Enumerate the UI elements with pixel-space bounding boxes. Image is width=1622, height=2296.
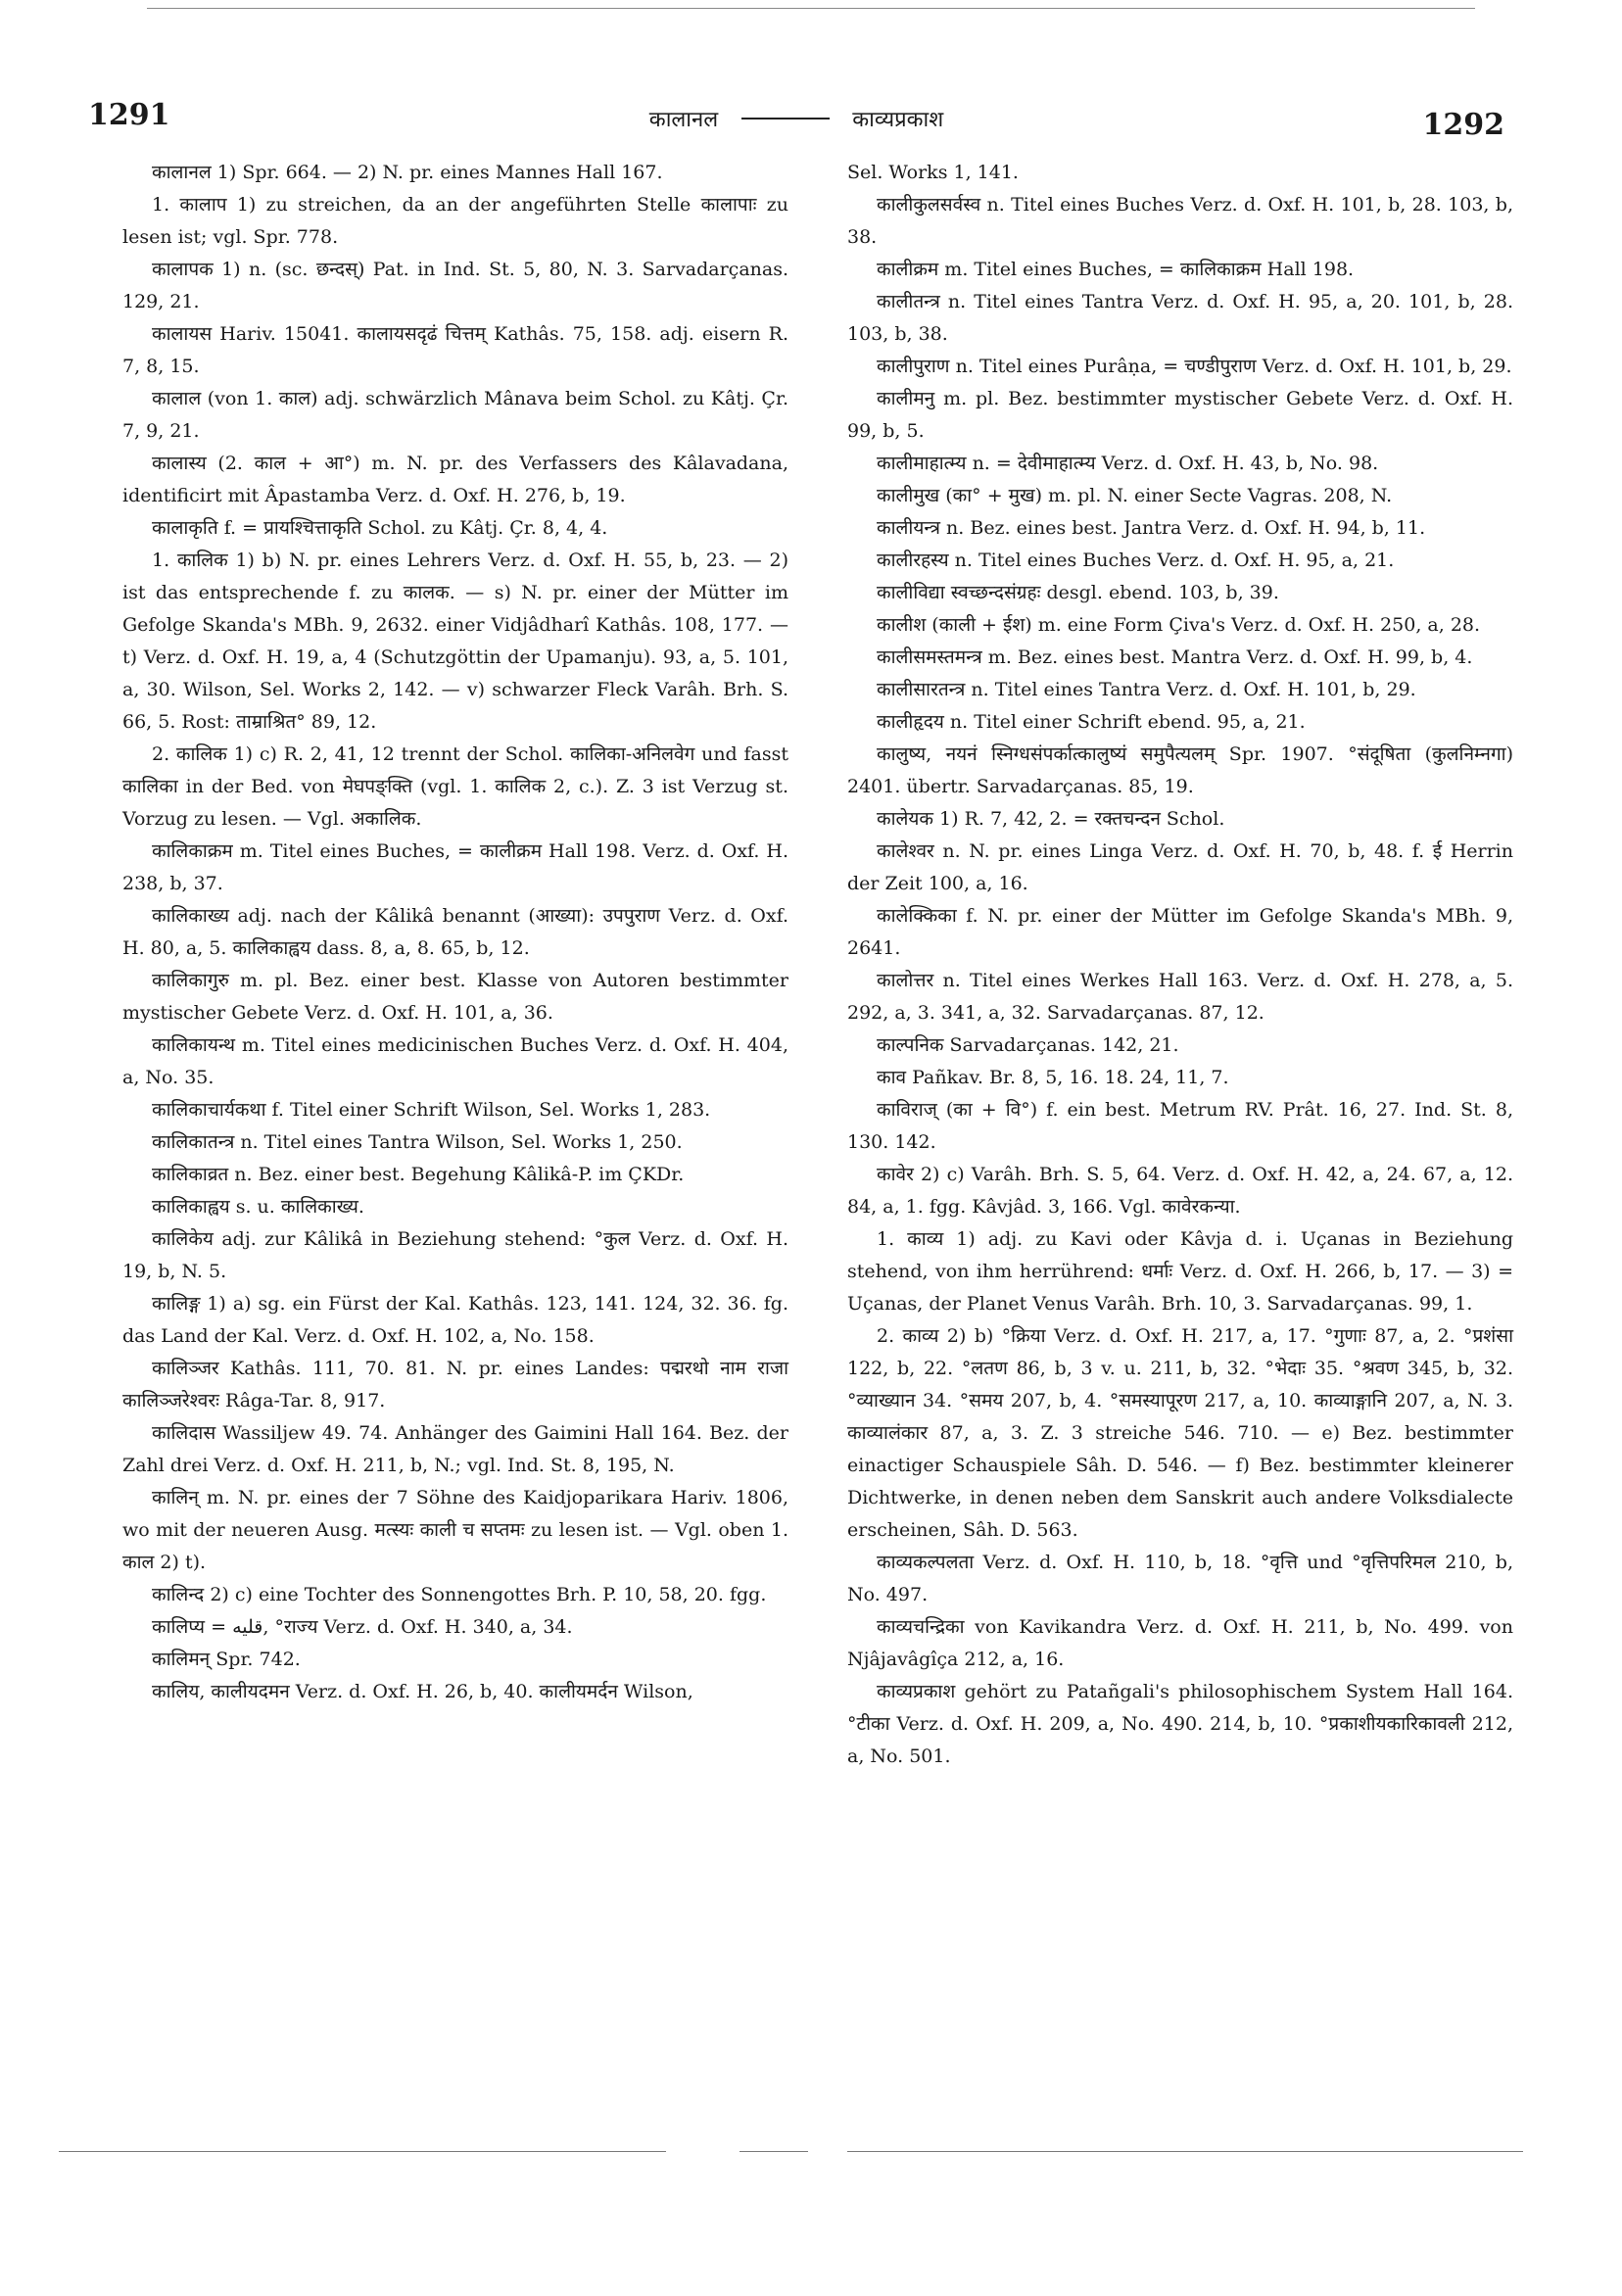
dictionary-entry: कालिकेय adj. zur Kâlikâ in Beziehung stehend: °कुल Verz. d. Oxf. H. 19, b, N. 5. (122, 1228, 788, 1282)
dictionary-entry: कालीयन्त्र n. Bez. eines best. Jantra Verz. d. Oxf. H. 94, b, 11. (877, 517, 1426, 539)
dictionary-entry: कालिन्द 2) c) eine Tochter des Sonnengottes Brh. P. 10, 58, 20. fgg. (152, 1584, 767, 1605)
dictionary-entry: कालास्य (2. काल + आ°) m. N. pr. des Verfassers des Kâlavadana, identificirt mit Âpastamba Verz. d. Oxf. H. 276, b, 19. (122, 453, 788, 506)
dictionary-entry: कालिप्य = قليه, °राज्य Verz. d. Oxf. H. 340, a, 34. (152, 1616, 573, 1638)
dictionary-entry: कालेक्किका f. N. pr. einer der Mütter im Gefolge Skanda's MBh. 9, 2641. (847, 905, 1513, 959)
dictionary-entry: कालीमुख (का° + मुख) m. pl. N. einer Secte Vagras. 208, N. (877, 485, 1393, 506)
dictionary-entry: कालाकृति f. = प्रायश्चित्ताकृति Schol. zu Kâtj. Çr. 8, 4, 4. (152, 517, 608, 539)
dictionary-entry: कालीविद्या स्वच्छन्दसंग्रहः desgl. ebend. 103, b, 39. (877, 582, 1279, 603)
dictionary-entry: कालीमनु m. pl. Bez. bestimmter mystischer Gebete Verz. d. Oxf. H. 99, b, 5. (847, 388, 1513, 442)
dictionary-entry: कालिन् m. N. pr. eines der 7 Söhne des Kaidjoparikara Hariv. 1806, wo mit der neueren Ausg. मत्स्यः काली च सप्तमः zu lesen ist. — Vgl. oben 1. काल 2) t). (122, 1487, 788, 1573)
dictionary-entry: कालेयक 1) R. 7, 42, 2. = रक्तचन्दन Schol. (877, 808, 1225, 830)
dictionary-entry: कालानल 1) Spr. 664. — 2) N. pr. eines Mannes Hall 167. (152, 162, 663, 183)
dictionary-entry: 1. कालिक 1) b) N. pr. eines Lehrers Verz. d. Oxf. H. 55, b, 23. — 2) ist das entsprechende f. zu कालक. — s) N. pr. einer der Mütter im Gefolge Skanda's MBh. 9, 2632. einer Vidjâdharî Kathâs. 108, 177. — t) Verz. d. Oxf. H. 19, a, 4 (Schutzgöttin der Upamanju). 93, a, 5. 101, a, 30. Wilson, Sel. Works 2, 142. — v) schwarzer Fleck Varâh. Brh. S. 66, 5. Rost: ताम्राश्रित° 89, 12. (122, 550, 788, 733)
dictionary-entry: कालिकाह्वय s. u. कालिकाख्य. (152, 1196, 364, 1218)
dictionary-entry: कालापक 1) n. (sc. छन्दस्) Pat. in Ind. St. 5, 80, N. 3. Sarvadarçanas. 129, 21. (122, 259, 788, 312)
dictionary-entry: कालिकाचार्यकथा f. Titel einer Schrift Wilson, Sel. Works 1, 283. (152, 1099, 711, 1121)
dictionary-entry: 1. कालाप 1) zu streichen, da an der angeführten Stelle कालापाः zu lesen ist; vgl. Spr. 778. (122, 194, 788, 248)
left-column (122, 157, 788, 1708)
running-head-right: काव्यप्रकाश (852, 108, 944, 132)
dictionary-entry: कालिकायन्थ m. Titel eines medicinischen Buches Verz. d. Oxf. H. 404, a, No. 35. (122, 1034, 788, 1088)
dictionary-entry: कालिकातन्त्र n. Titel eines Tantra Wilson, Sel. Works 1, 250. (152, 1131, 683, 1153)
bottom-rule-center (739, 2151, 808, 2152)
dictionary-entry: 2. काव्य 2) b) °क्रिया Verz. d. Oxf. H. 217, a, 17. °गुणाः 87, a, 2. °प्रशंसा 122, b, 22. °लतण 86, b, 3 v. u. 211, b, 32. °भेदाः 35. °श्रवण 345, b, 32. °व्याख्यान 34. °समय 207, b, 4. °समस्यापूरण 217, a, 10. काव्याङ्गानि 207, a, N. 3. काव्यालंकार 87, a, 3. Z. 3 streiche 546. 710. — e) Bez. bestimmter einactiger Schauspiele Sâh. D. 546. — f) Bez. bestimmter kleinerer Dichtwerke, in denen neben dem Sanskrit auch andere Volksdialecte erscheinen, Sâh. D. 563. (847, 1325, 1513, 1541)
dictionary-entry: कालोत्तर n. Titel eines Werkes Hall 163. Verz. d. Oxf. H. 278, a, 5. 292, a, 3. 341, a, 32. Sarvadarçanas. 87, 12. (847, 970, 1513, 1024)
dictionary-entry: 2. कालिक 1) c) R. 2, 41, 12 trennt der Schol. कालिका-अनिलवेग und fasst कालिका in der Bed. von मेघपङ्क्ति (vgl. 1. कालिक 2, c.). Z. 3 ist Verzug st. Vorzug zu lesen. — Vgl. अकालिक. (122, 743, 788, 830)
dictionary-entry: कालीपुराण n. Titel eines Purâṇa, = चण्डीपुराण Verz. d. Oxf. H. 101, b, 29. (877, 356, 1512, 377)
dictionary-entry: कालिकाख्य adj. nach der Kâlikâ benannt (आख्या): उपपुराण Verz. d. Oxf. H. 80, a, 5. कालिकाह्वय dass. 8, a, 8. 65, b, 12. (122, 905, 788, 959)
dictionary-entry: कालीकुलसर्वस्व n. Titel eines Buches Verz. d. Oxf. H. 101, b, 28. 103, b, 38. (847, 194, 1513, 248)
dictionary-entry: कालीसमस्तमन्त्र m. Bez. eines best. Mantra Verz. d. Oxf. H. 99, b, 4. (877, 646, 1473, 668)
right-column (847, 157, 1513, 1773)
dictionary-entry: काविराज् (का + वि°) f. ein best. Metrum RV. Prât. 16, 27. Ind. St. 8, 130. 142. (847, 1099, 1513, 1153)
dictionary-entry: कालिमन् Spr. 742. (152, 1649, 301, 1670)
dictionary-entry: कालिकाव्रत n. Bez. einer best. Begehung Kâlikâ-P. im ÇKDr. (152, 1164, 685, 1185)
running-head-left: कालानल (648, 108, 719, 132)
page-header (88, 98, 1504, 147)
dictionary-entry: काव्यकल्पलता Verz. d. Oxf. H. 110, b, 18. °वृत्ति und °वृत्तिपरिमल 210, b, No. 497. (847, 1552, 1513, 1605)
dictionary-entry: कालीहृदय n. Titel einer Schrift ebend. 95, a, 21. (877, 711, 1306, 733)
dictionary-entry: कावेर 2) c) Varâh. Brh. S. 5, 64. Verz. d. Oxf. H. 42, a, 24. 67, a, 12. 84, a, 1. fgg. Kâvjâd. 3, 166. Vgl. कावेरकन्या. (847, 1164, 1513, 1218)
top-rule (147, 8, 1475, 9)
dictionary-entry: कालीसारतन्त्र n. Titel eines Tantra Verz. d. Oxf. H. 101, b, 29. (877, 679, 1416, 700)
dictionary-entry: कालिकाक्रम m. Titel eines Buches, = कालीक्रम Hall 198. Verz. d. Oxf. H. 238, b, 37. (122, 840, 788, 894)
dictionary-entry: कालीतन्त्र n. Titel eines Tantra Verz. d. Oxf. H. 95, a, 20. 101, b, 28. 103, b, 38. (847, 291, 1513, 345)
dictionary-entry: काव Pañkav. Br. 8, 5, 16. 18. 24, 11, 7. (877, 1067, 1229, 1088)
running-head-dash (741, 118, 830, 120)
dictionary-entry: काव्यप्रकाश gehört zu Patañgali's philosophischem System Hall 164. °टीका Verz. d. Oxf. H. 209, a, No. 490. 214, b, 10. °प्रकाशीयकारिकावली 212, a, No. 501. (847, 1681, 1513, 1767)
dictionary-entry: कालायस Hariv. 15041. कालायसदृढं चित्तम् Kathâs. 75, 158. adj. eisern R. 7, 8, 15. (122, 323, 788, 377)
page-number-left: 1291 (88, 98, 170, 132)
dictionary-entry: कालीश (काली + ईश) m. eine Form Çiva's Verz. d. Oxf. H. 250, a, 28. (877, 614, 1481, 636)
dictionary-entry: कालेश्वर n. N. pr. eines Linga Verz. d. Oxf. H. 70, b, 48. f. ई Herrin der Zeit 100, a, 16. (847, 840, 1513, 894)
dictionary-entry: कालीरहस्य n. Titel eines Buches Verz. d. Oxf. H. 95, a, 21. (877, 550, 1395, 571)
dictionary-entry: कालुष्य, नयनं स्निग्धसंपर्कात्कालुष्यं समुपैत्यलम् Spr. 1907. °संदूषिता (कुलनिम्नगा) 2401. übertr. Sarvadarçanas. 85, 19. (847, 743, 1513, 797)
dictionary-entry: कालिकागुरु m. pl. Bez. einer best. Klasse von Autoren bestimmter mystischer Gebete Verz. d. Oxf. H. 101, a, 36. (122, 970, 788, 1024)
dictionary-entry: कालाल (von 1. काल) adj. schwärzlich Mânava beim Schol. zu Kâtj. Çr. 7, 9, 21. (122, 388, 788, 442)
page-number-right: 1292 (1422, 108, 1504, 142)
dictionary-entry: काव्यचन्द्रिका von Kavikandra Verz. d. Oxf. H. 211, b, No. 499. von Njâjavâgîça 212, a, 16. (847, 1616, 1513, 1670)
dictionary-entry: कालीमाहात्म्य n. = देवीमाहात्म्य Verz. d. Oxf. H. 43, b, No. 98. (877, 453, 1379, 474)
dictionary-entry: कालिदास Wassiljew 49. 74. Anhänger des Gaimini Hall 164. Bez. der Zahl drei Verz. d. Oxf. H. 211, b, N.; vgl. Ind. St. 8, 195, N. (122, 1422, 788, 1476)
dictionary-entry: Sel. Works 1, 141. (847, 162, 1019, 183)
bottom-rule-right (847, 2151, 1523, 2152)
dictionary-entry: 1. काव्य 1) adj. zu Kavi oder Kâvja d. i. Uçanas in Beziehung stehend, von ihm herrührend: धर्माः Verz. d. Oxf. H. 266, b, 17. — 3) = Uçanas, der Planet Venus Varâh. Brh. 10, 3. Sarvadarçanas. 99, 1. (847, 1228, 1513, 1315)
dictionary-entry: काल्पनिक Sarvadarçanas. 142, 21. (877, 1034, 1179, 1056)
bottom-rule-left (59, 2151, 666, 2152)
dictionary-entry: कालिञ्जर Kathâs. 111, 70. 81. N. pr. eines Landes: पद्मरथो नाम राजा कालिञ्जरेश्वरः Râga-Tar. 8, 917. (122, 1358, 788, 1411)
dictionary-entry: कालिय, कालीयदमन Verz. d. Oxf. H. 26, b, 40. कालीयमर्दन Wilson, (152, 1681, 693, 1702)
dictionary-entry: कालिङ्ग 1) a) sg. ein Fürst der Kal. Kathâs. 123, 141. 124, 32. 36. fg. das Land der Kal. Verz. d. Oxf. H. 102, a, No. 158. (122, 1293, 788, 1347)
dictionary-entry: कालीक्रम m. Titel eines Buches, = कालिकाक्रम Hall 198. (877, 259, 1355, 280)
running-head (88, 100, 1504, 134)
